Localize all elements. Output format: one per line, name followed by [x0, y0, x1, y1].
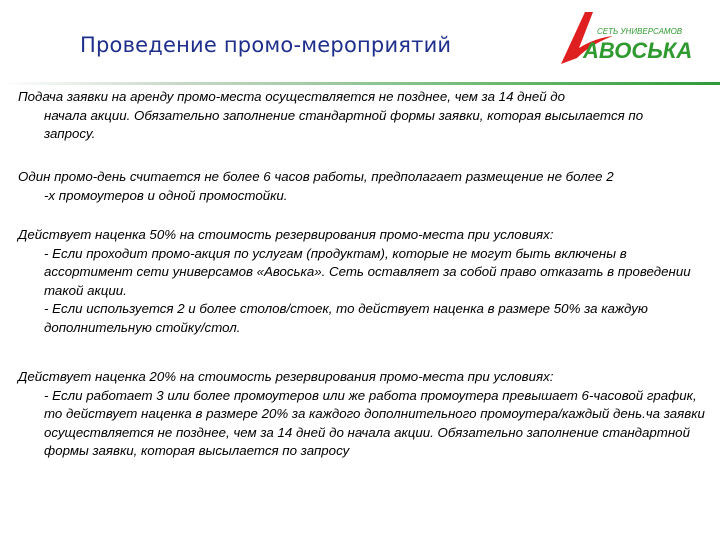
- slide-header: [0, 0, 720, 88]
- paragraph-markup-20: [18, 368, 708, 461]
- paragraph-promo-day: [18, 168, 708, 205]
- paragraph-first-line: Один промо-день считается не более 6 часов работы, предполагает размещение не более 2: [18, 169, 614, 184]
- paragraph-application-deadline: [18, 88, 690, 144]
- paragraph-first-line: Подача заявки на аренду промо-места осуществляется не позднее, чем за 14 дней до: [18, 89, 566, 104]
- condition-item: - Если используется 2 и более столов/стоек, то действует наценка в размере 50% за каждую дополнительную стойку/стол.: [44, 301, 648, 335]
- paragraph-markup-50: [18, 226, 708, 338]
- paragraph-continuation: начала акции. Обязательно заполнение стандартной формы заявки, которая высылается по запросу.: [44, 107, 644, 142]
- logo-brand: АВОСЬКА: [583, 38, 693, 63]
- avoska-logo: [555, 8, 705, 68]
- condition-item: - Если работает 3 или более промоутеров или же работа промоутера превышает 6-часовой график, то действует наценка в размере 20% за каждого дополнительного промоутера/каждый день.ча заявки осуществляется не позднее, чем за 14 дней до начала акции. Обязательно заполнение стандартной формы заявки, которая высылается по запросу: [44, 387, 705, 459]
- condition-item: - Если проходит промо-акция по услугам (продуктам), которые не могут быть включены в ассортимент сети универсамов «Авоська». Сеть оставляет за собой право отказать в проведении такой акции.: [44, 245, 691, 298]
- logo-tagline: СЕТЬ УНИВЕРСАМОВ: [597, 27, 683, 36]
- paragraph-lead: Действует наценка 50% на стоимость резервирования промо-места при условиях:: [18, 227, 554, 242]
- header-divider: [0, 80, 720, 86]
- paragraph-lead: Действует наценка 20% на стоимость резервирования промо-места при условиях:: [18, 369, 554, 384]
- paragraph-continuation: -х промоутеров и одной промостойки.: [44, 187, 288, 203]
- slide-title: Проведение промо-мероприятий: [80, 33, 452, 57]
